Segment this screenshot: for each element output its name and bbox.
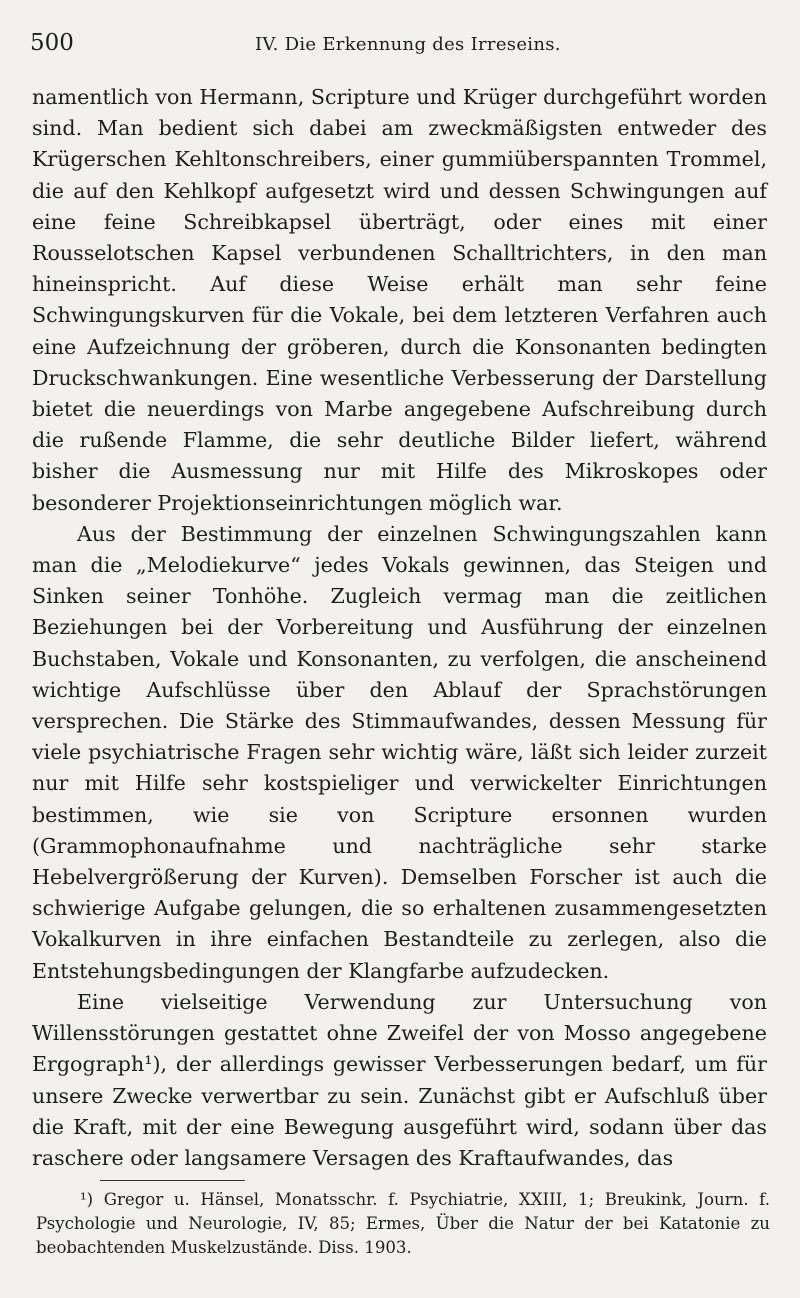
footnotes (36, 1188, 770, 1260)
running-head: IV. Die Erkennung des Irreseins. (255, 34, 561, 55)
body-text (32, 82, 767, 1174)
footnote-1: ¹) Gregor u. Hänsel, Monatsschr. f. Psychiatrie, XXIII, 1; Breukink, Journ. f. Psychologie und Neurologie, IV, 85; Ermes, Über die Natur der bei Katatonie zu beobachtenden Muskelzustände. Diss. 1903. (36, 1190, 770, 1257)
footnote-divider (100, 1180, 245, 1181)
paragraph-2: Aus der Bestimmung der einzelnen Schwingungszahlen kann man die „Melodiekurve“ jedes Vokals gewinnen, das Steigen und Sinken seiner Tonhöhe. Zugleich vermag man die zeitlichen Beziehungen bei der Vorbereitung und Ausführung der einzelnen Buchstaben, Vokale und Konsonanten, zu verfolgen, die anscheinend wichtige Aufschlüsse über den Ablauf der Sprachstörungen versprechen. Die Stärke des Stimmaufwandes, dessen Messung für viele psychiatrische Fragen sehr wichtig wäre, läßt sich leider zurzeit nur mit Hilfe sehr kostspieliger und verwickelter Einrichtungen bestimmen, wie sie von Scripture ersonnen wurden (Grammophonaufnahme und nachträgliche sehr starke Hebelvergrößerung der Kurven). Demselben Forscher ist auch die schwierige Aufgabe gelungen, die so erhaltenen zusammengesetzten Vokalkurven in ihre einfachen Bestandteile zu zerlegen, also die Entstehungsbedingungen der Klangfarbe aufzudecken. (32, 521, 767, 983)
paragraph-3: Eine vielseitige Verwendung zur Untersuchung von Willensstörungen gestattet ohne Zweifel der von Mosso angegebene Ergograph¹), der allerdings gewisser Verbesserungen bedarf, um für unsere Zwecke verwertbar zu sein. Zunächst gibt er Aufschluß über die Kraft, mit der eine Bewegung ausgeführt wird, sodann über das raschere oder langsamere Versagen des Kraftaufwandes, das (32, 989, 767, 1170)
paragraph-1: namentlich von Hermann, Scripture und Krüger durchgeführt worden sind. Man bedient sich dabei am zweckmäßigsten entweder des Krügerschen Kehltonschreibers, einer gummiüberspannten Trommel, die auf den Kehlkopf aufgesetzt wird und dessen Schwingungen auf eine feine Schreibkapsel überträgt, oder eines mit einer Rousselotschen Kapsel verbundenen Schalltrichters, in den man hineinspricht. Auf diese Weise erhält man sehr feine Schwingungskurven für die Vokale, bei dem letzteren Verfahren auch eine Aufzeichnung der gröberen, durch die Konsonanten bedingten Druckschwankungen. Eine wesentliche Verbesserung der Darstellung bietet die neuerdings von Marbe angegebene Aufschreibung durch die rußende Flamme, die sehr deutliche Bilder liefert, während bisher die Ausmessung nur mit Hilfe des Mikroskopes oder besonderer Projektionseinrichtungen möglich war. (32, 85, 767, 515)
page-number: 500 (30, 30, 74, 56)
page-header (30, 30, 770, 60)
